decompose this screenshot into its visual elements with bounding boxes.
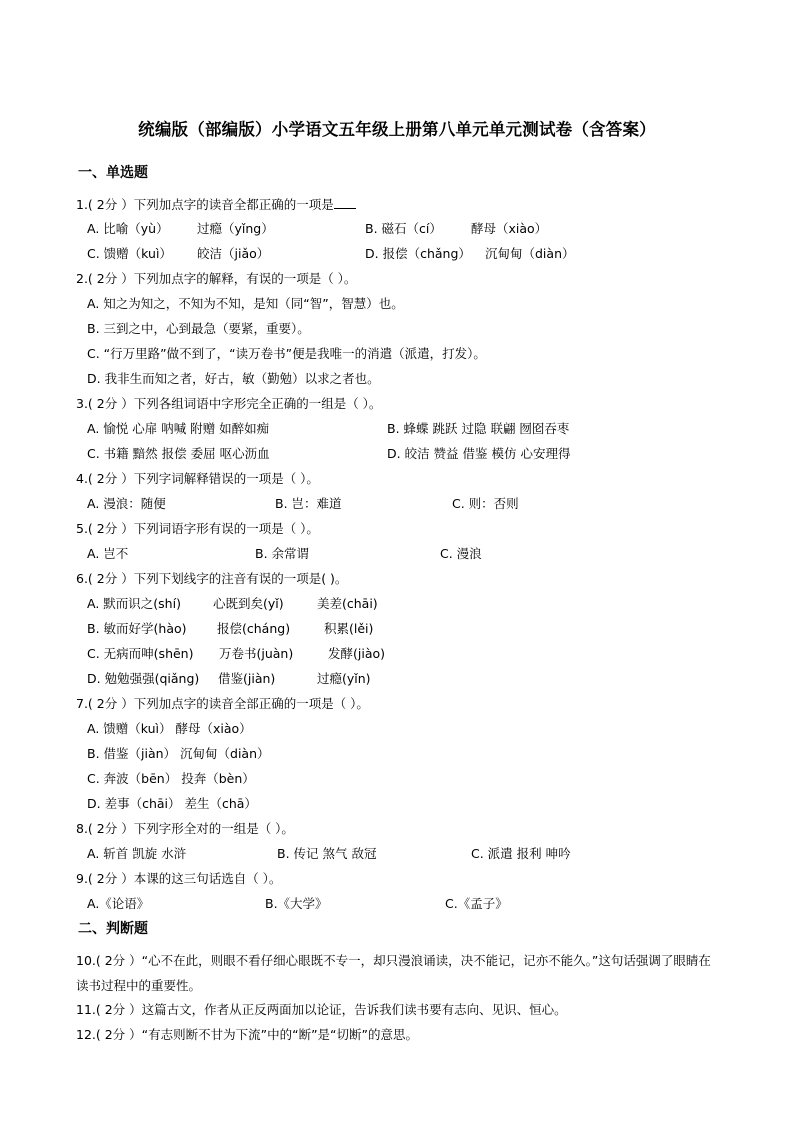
option-b-2: 酵母（xiào）: [471, 221, 548, 236]
option-a-2: 心既到矣(yǐ): [213, 596, 284, 611]
question-1: 1.( 2分 ）下列加点字的读音全都正确的一项是: [76, 196, 356, 213]
question-7-option-c: C. 奔波（bēn） 投奔（bèn）: [87, 771, 255, 786]
option-b: B. 蜂蝶 跳跃 过隐 联翩 囫囵吞枣: [387, 421, 570, 436]
option-a-1: A. 默而识之(shí): [87, 596, 181, 611]
option-a: A. 斩首 凯旋 水浒: [87, 846, 187, 861]
option-b-1: B. 磁石（cí）: [365, 221, 442, 236]
option-c-1: C. 馈赠（kuì）: [87, 246, 172, 261]
question-2-option-b: B. 三到之中，心到最急（要紧，重要）。: [87, 321, 310, 336]
question-7-option-a: A. 馈赠（kuì） 酵母（xiào）: [87, 721, 252, 736]
page-title: 统编版（部编版）小学语文五年级上册第八单元单元测试卷（含答案）: [138, 120, 656, 139]
option-a: A.《论语》: [87, 896, 150, 911]
option-c: C. 书籍 黯然 报偿 委屈 呕心沥血: [87, 446, 270, 461]
option-c-2: 皎洁（jiǎo）: [197, 246, 270, 261]
question-6: 6.( 2分 ）下列下划线字的注音有误的一项是( )。: [76, 571, 348, 586]
option-d-1: D. 勉勉强强(qiǎng): [87, 671, 200, 686]
question-3: 3.( 2分 ）下列各组词语中字形完全正确的一组是（ ）。: [76, 396, 382, 411]
question-2: 2.( 2分 ）下列加点字的解释，有误的一项是（ ）。: [76, 271, 357, 286]
option-b: B. 余常谓: [255, 546, 310, 561]
option-c: C. 漫浪: [440, 546, 482, 561]
option-c: C. 则：否则: [452, 496, 519, 511]
option-a: A. 岂不: [87, 546, 129, 561]
option-c-3: 发酵(jiào): [328, 646, 386, 661]
question-8: 8.( 2分 ）下列字形全对的一组是（ ）。: [76, 821, 294, 836]
question-5: 5.( 2分 ）下列词语字形有误的一项是（ ）。: [76, 521, 319, 536]
question-9: 9.( 2分 ）本课的这三句话选自（ ）。: [76, 871, 282, 886]
option-a-3: 美差(chāi): [317, 596, 378, 611]
question-7: 7.( 2分 ）下列加点字的读音全部正确的一项是（ ）。: [76, 696, 369, 711]
question-2-option-d: D. 我非生而知之者，好古，敏（勤勉）以求之者也。: [87, 371, 380, 386]
option-b: B. 传记 煞气 敌冠: [277, 846, 377, 861]
option-d-2: 借鉴(jiàn): [218, 671, 276, 686]
question-2-option-c: C. “行万里路”做不到了，“读万卷书”便是我唯一的消遣（派遣，打发）。: [87, 346, 486, 361]
option-c: C.《孟子》: [445, 896, 508, 911]
question-2-option-a: A. 知之为知之，不知为不知，是知（同“智”，智慧）也。: [87, 296, 404, 311]
answer-blank: [334, 196, 356, 209]
option-b: B.《大学》: [265, 896, 328, 911]
option-d-1: D. 报偿（chǎng）: [365, 246, 471, 261]
question-7-option-b: B. 借鉴（jiàn） 沉甸甸（diàn）: [87, 746, 270, 761]
option-d-3: 过瘾(yǐn): [317, 671, 371, 686]
option-a-2: 过瘾（yǐng）: [197, 221, 274, 236]
option-c: C. 派遣 报利 呻吟: [471, 846, 571, 861]
option-a: A. 愉悦 心扉 呐喊 附赠 如醉如痴: [87, 421, 270, 436]
option-a-1: A. 比喻（yù）: [87, 221, 169, 236]
option-d-2: 沉甸甸（diàn）: [485, 246, 575, 261]
option-c-1: C. 无病而呻(shēn): [87, 646, 194, 661]
question-10: 10.( 2分 ）“心不在此，则眼不看仔细心眼既不专一，却只漫浪诵读，决不能记，记亦不能久。”这句话强调了眼睛在读书过程中的重要性。: [76, 953, 711, 993]
option-b: B. 岂：难道: [275, 496, 342, 511]
section-heading-single-choice: 一、单选题: [78, 165, 148, 181]
question-11: 11.( 2分 ）这篇古文，作者从正反两面加以论证，告诉我们读书要有志向、见识、恒心。: [76, 1002, 567, 1017]
section-heading-true-false: 二、判断题: [78, 921, 148, 937]
question-4: 4.( 2分 ）下列字词解释错误的一项是（ ）。: [76, 471, 319, 486]
option-b-1: B. 敏而好学(hào): [87, 621, 187, 636]
option-b-2: 报偿(cháng): [217, 621, 291, 636]
option-b-3: 积累(lěi): [324, 621, 374, 636]
option-d: D. 皎洁 赞益 借鉴 模仿 心安理得: [387, 446, 571, 461]
option-c-2: 万卷书(juàn): [219, 646, 294, 661]
option-a: A. 漫浪：随便: [87, 496, 166, 511]
question-12: 12.( 2分 ）“有志则断不甘为下流”中的“断”是“切断”的意思。: [76, 1027, 419, 1042]
question-7-option-d: D. 差事（chāi） 差生（chā）: [87, 796, 257, 811]
